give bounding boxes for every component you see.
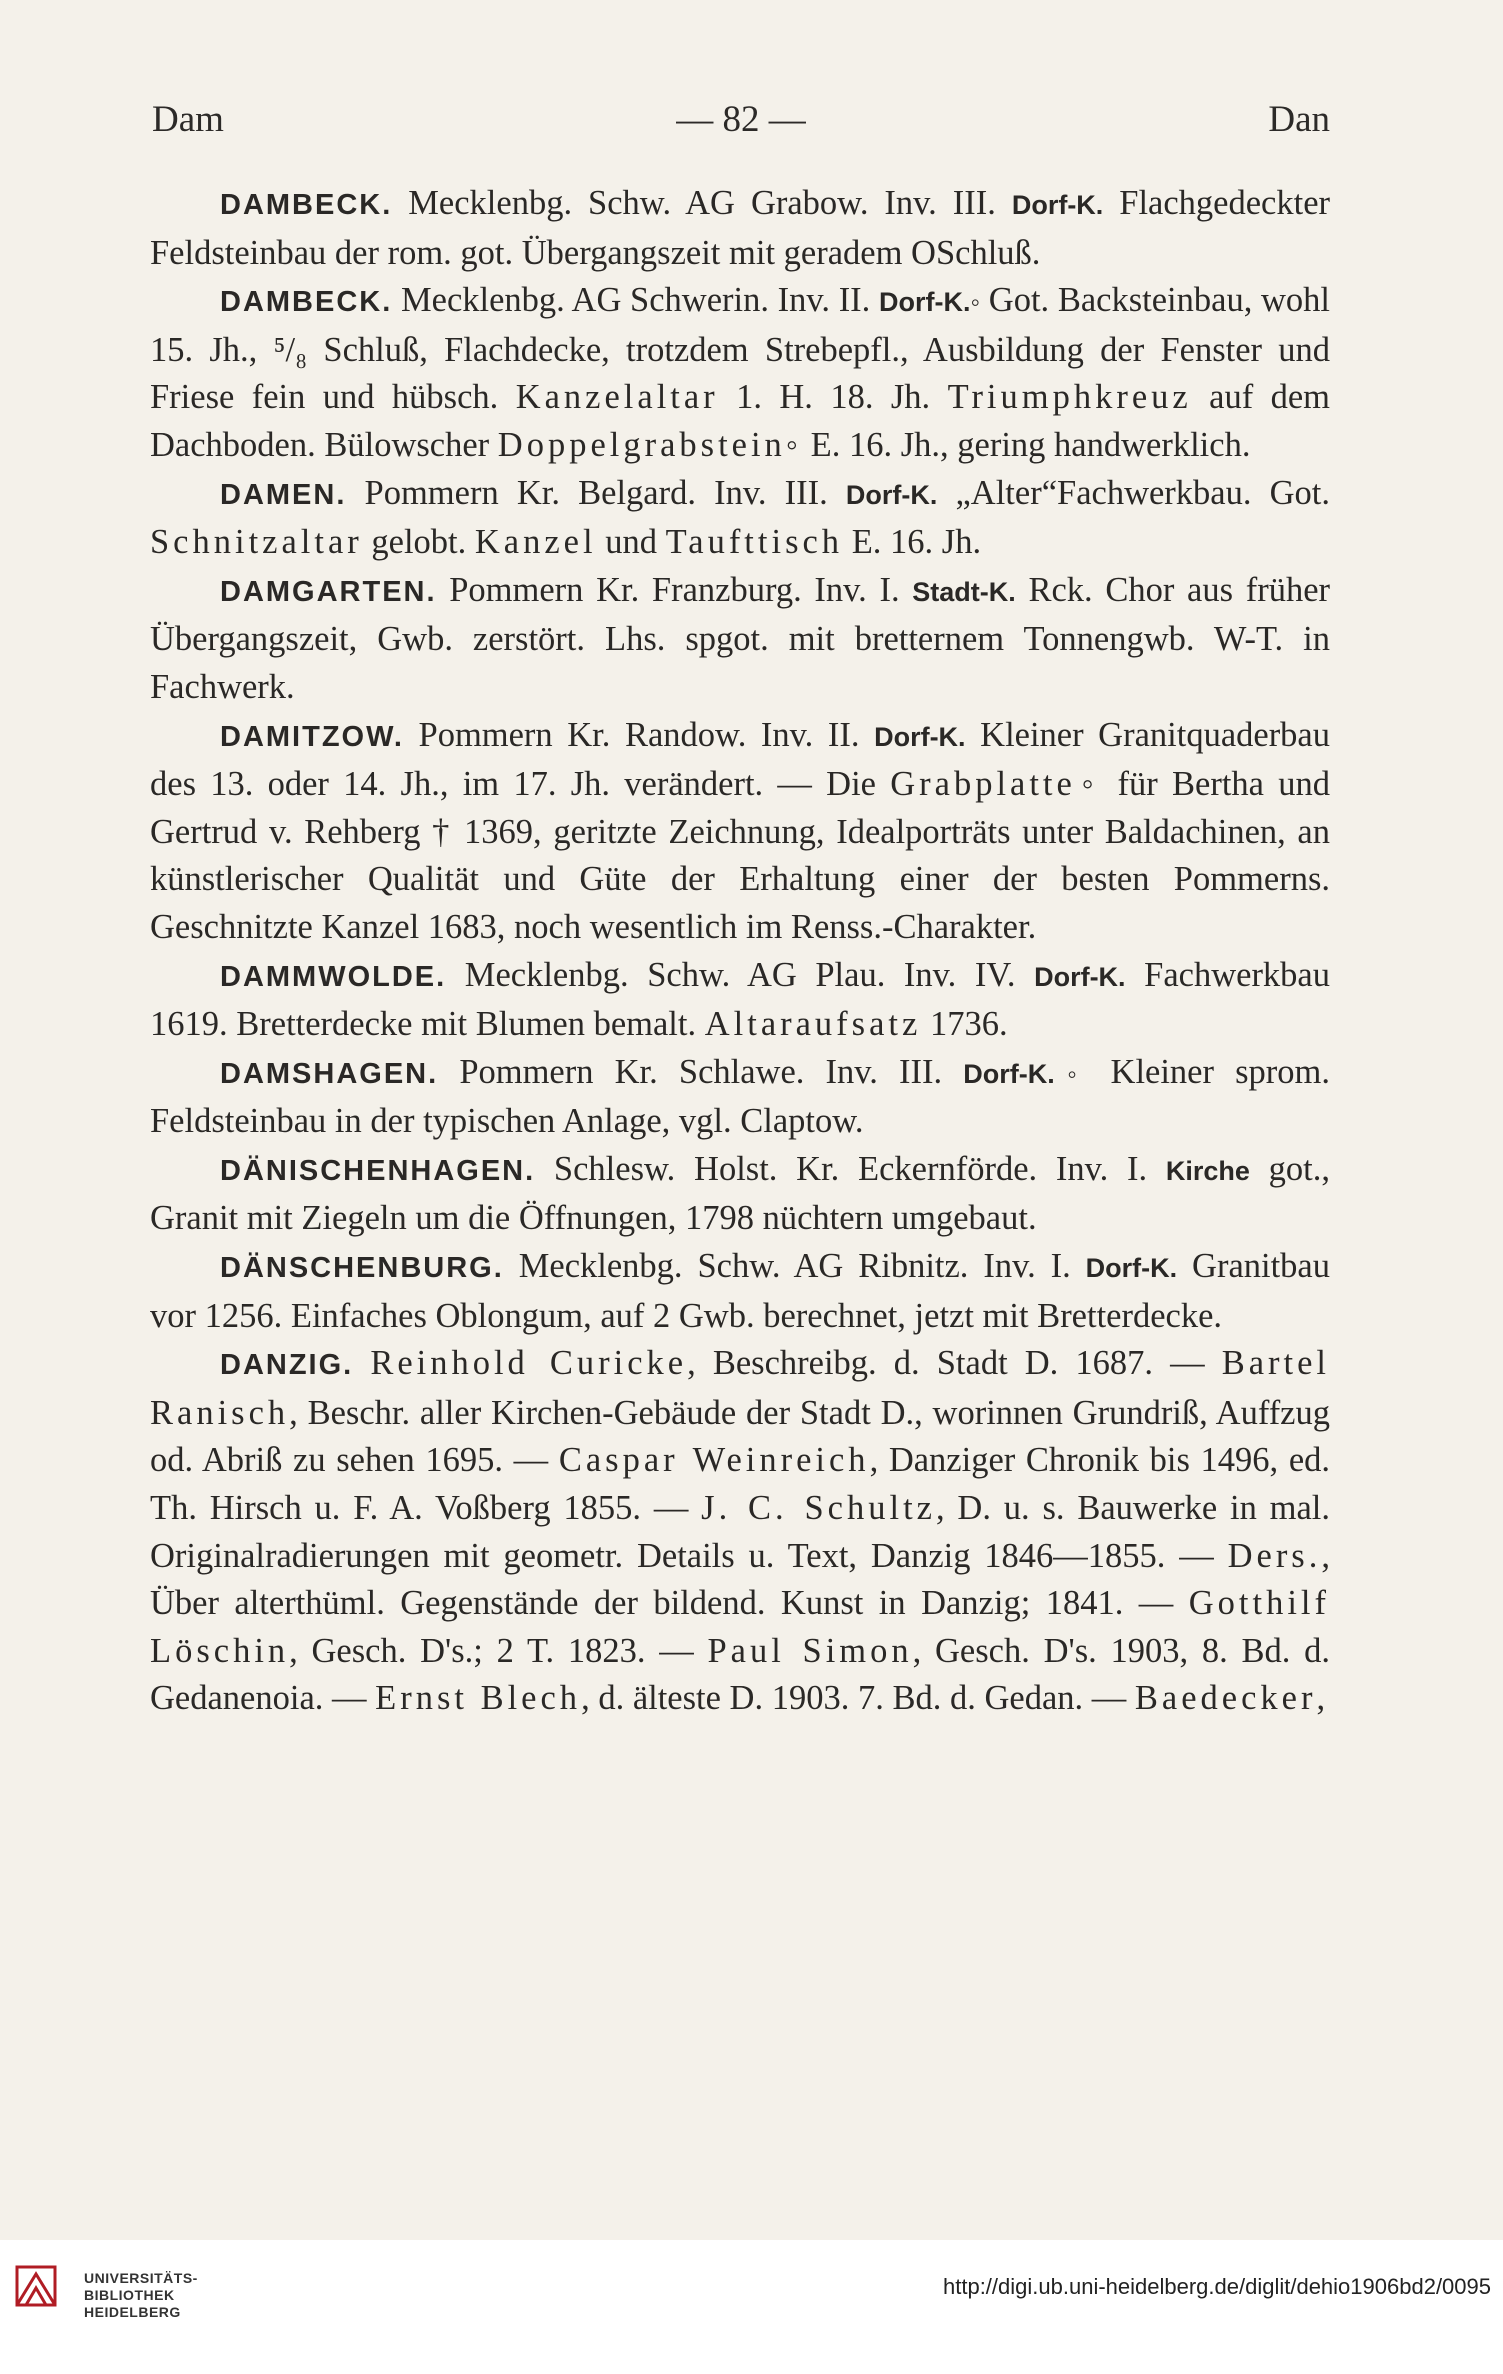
- ub-heidelberg-logo-icon: [14, 2264, 58, 2308]
- entry-fragment: Granitbau vor 1256. Einfaches Oblongum, auf 2 Gwb. berechnet, jetzt mit Bretterdecke.: [150, 1247, 1330, 1335]
- spaced-term: Ders.: [1227, 1536, 1322, 1575]
- entry-fragment: Mecklenbg. AG Schwerin. Inv. II.: [392, 281, 879, 320]
- spaced-term: Ernst Blech: [375, 1679, 582, 1718]
- entry-headword: DAMEN.: [220, 478, 347, 511]
- entry-fragment: Kleiner sprom. Feldsteinbau in der typischen Anlage, vgl. Claptow.: [150, 1052, 1331, 1141]
- entry-fragment: Mecklenbg. Schw. AG Plau. Inv. IV.: [446, 955, 1035, 994]
- entry: [150, 180, 1330, 277]
- entry-fragment: , d. älteste D. 1903. 7. Bd. d. Gedan. —: [581, 1679, 1135, 1718]
- entry-fragment: auf dem Dachboden. Bülowscher: [150, 378, 1330, 464]
- entry-fragment: und: [596, 523, 666, 562]
- spaced-term: Baedecker: [1134, 1679, 1317, 1718]
- entry-fragment: got., Granit mit Ziegeln um die Öffnungen, 1798 nüchtern umgebaut.: [150, 1149, 1330, 1238]
- entry-fragment: Pommern Kr. Randow. Inv. II.: [403, 715, 875, 754]
- spaced-term: Schnitzaltar: [150, 523, 363, 562]
- entry-fragment: ,: [1316, 1679, 1326, 1718]
- entry-fragment: Schlesw. Holst. Kr. Eckernförde. Inv. I.: [535, 1149, 1166, 1188]
- entry-fragment: Pommern Kr. Schlawe. Inv. III.: [438, 1052, 964, 1091]
- entry: [150, 1340, 1330, 1723]
- entry-headword: DAMSHAGEN.: [220, 1057, 439, 1090]
- header-left-catchword: Dam: [152, 99, 224, 140]
- building-label: Dorf-K.: [874, 721, 966, 752]
- entry-fragment: 1. H. 18. Jh.: [718, 378, 948, 417]
- entry-headword: DANZIG.: [220, 1349, 354, 1382]
- building-label: Stadt-K.: [912, 576, 1016, 607]
- spaced-term: Caspar Weinreich: [558, 1441, 870, 1480]
- entry-fragment: , Danziger Chronik bis 1496, ed. Th. Hirsch u. F. A. Voßberg 1855. —: [150, 1441, 1331, 1528]
- library-name: UNIVERSITÄTS- BIBLIOTHEK HEIDELBERG: [84, 2270, 198, 2320]
- building-label: Dorf-K.: [1011, 190, 1104, 220]
- entry-list: [150, 180, 1330, 1723]
- entry-fragment: Flachgedeckter Feldsteinbau der rom. got. Übergangszeit mit geradem OSchluß.: [150, 184, 1331, 272]
- entry-fragment: , Gesch. D's. 1903, 8. Bd. d. Gedanenoia. —: [150, 1631, 1330, 1718]
- spaced-term: J. C. Schultz: [701, 1489, 936, 1528]
- entry-fragment: , Über alterthüml. Gegenstände der bildend. Kunst in Danzig; 1841. —: [150, 1536, 1330, 1623]
- entry-headword: DAMMWOLDE.: [220, 960, 447, 993]
- entry-headword: DÄNISCHENHAGEN.: [220, 1154, 536, 1187]
- source-url-link[interactable]: http://digi.ub.uni-heidelberg.de/diglit/dehio1906bd2/0095: [943, 2274, 1491, 2299]
- entry-fragment: Pommern Kr. Belgard. Inv. III.: [346, 473, 846, 512]
- spaced-term: Altaraufsatz: [704, 1005, 922, 1044]
- entry-fragment: gelobt.: [362, 523, 475, 562]
- header-right-catchword: Dan: [1268, 99, 1330, 140]
- building-label: Dorf-K.: [1085, 1253, 1178, 1284]
- building-label: Dorf-K.◦: [878, 287, 981, 318]
- spaced-term: Taufttisch: [665, 523, 844, 562]
- entry-fragment: Mecklenbg. Schw. AG Grabow. Inv. III.: [392, 184, 1012, 222]
- entry-text: [150, 277, 1330, 469]
- entry-text: [150, 470, 1330, 567]
- building-label: Kirche: [1165, 1155, 1250, 1186]
- spaced-term: Kanzelaltar: [515, 378, 719, 417]
- entry-fragment: Kleiner Granitquaderbau des 13. oder 14. Jh., im 17. Jh. verändert. — Die: [150, 715, 1330, 804]
- entry-headword: DAMBECK.: [220, 189, 393, 221]
- entry-fragment: „Alter“Fachwerkbau. Got.: [937, 473, 1330, 512]
- entry-text: [150, 180, 1330, 277]
- entry-fragment: , Beschreibg. d. Stadt D. 1687. —: [687, 1344, 1222, 1383]
- entry-fragment: für Bertha und Gertrud v. Rehberg † 1369, geritzte Zeichnung, Idealporträts unter Baldachinen, an künstlerischer Qualität und Güte der Erhaltung einer der besten Pommerns. Geschnitzte Kanzel 1683, noch wesentlich im Renss.-Charakter.: [150, 765, 1330, 946]
- spaced-term: Bartel Ranisch: [150, 1344, 1330, 1432]
- entry: [150, 952, 1330, 1049]
- entry-text: [150, 1340, 1330, 1723]
- entry: [150, 1243, 1330, 1340]
- entry-text: [150, 952, 1330, 1049]
- entry-fragment: Got. Backsteinbau, wohl 15. Jh., ⁵/₈ Schluß, Flachdecke, trotzdem Strebepfl., Ausbildung der Fenster und Friese fein und hübsch.: [150, 281, 1330, 417]
- entry: [150, 470, 1330, 567]
- spaced-term: Reinhold Curicke: [370, 1344, 688, 1383]
- page-number: — 82 —: [676, 99, 806, 140]
- entry-fragment: , D. u. s. Bauwerke in mal. Originalradierungen mit geometr. Details u. Text, Danzig 1846—1855. —: [150, 1489, 1331, 1575]
- spaced-term: Triumphkreuz: [947, 378, 1192, 417]
- entry: [150, 1049, 1330, 1146]
- entry-fragment: Pommern Kr. Franzburg. Inv. I.: [436, 570, 913, 609]
- entry-fragment: Rck. Chor aus früher Übergangszeit, Gwb. zerstört. Lhs. spgot. mit bretternem Tonnengwb. W-T. in Fachwerk.: [150, 570, 1330, 706]
- entry-text: [150, 567, 1330, 712]
- entry: [150, 712, 1330, 952]
- spaced-term: Kanzel: [474, 523, 597, 562]
- entry-fragment: Fachwerkbau 1619. Bretterdecke mit Blumen bemalt.: [150, 955, 1330, 1044]
- entry-fragment: E. 16. Jh., gering handwerklich.: [802, 425, 1251, 464]
- spaced-term: Doppelgrabstein◦: [497, 425, 803, 464]
- building-label: Dorf-K.: [1034, 961, 1126, 992]
- entry-fragment: E. 16. Jh.: [843, 523, 982, 562]
- entry-fragment: Mecklenbg. Schw. AG Ribnitz. Inv. I.: [503, 1247, 1086, 1286]
- building-label: Dorf-K.◦: [963, 1058, 1090, 1089]
- building-label: Dorf-K.: [845, 479, 938, 510]
- spaced-term: Paul Simon: [707, 1631, 913, 1670]
- spaced-term: Grabplatte◦: [890, 765, 1104, 804]
- entry: [150, 1146, 1330, 1243]
- footer-bar: [0, 2240, 1503, 2374]
- entry-fragment: [353, 1344, 370, 1382]
- entry-headword: DAMITZOW.: [220, 720, 404, 753]
- entry-text: [150, 1146, 1330, 1243]
- entry-text: [150, 1049, 1330, 1146]
- entry-fragment: , Gesch. D's.; 2 T. 1823. —: [289, 1631, 708, 1670]
- entry-fragment: , Beschr. aller Kirchen-Gebäude der Stadt D., worinnen Grundriß, Auffzug od. Abriß zu sehen 1695. —: [150, 1393, 1330, 1480]
- entry-text: [150, 712, 1330, 952]
- running-header: [152, 98, 1330, 152]
- entry-headword: DAMBECK.: [220, 286, 393, 319]
- spaced-term: Gotthilf Löschin: [150, 1584, 1330, 1670]
- entry-text: [150, 1243, 1330, 1340]
- entry-fragment: 1736.: [921, 1005, 1008, 1044]
- entry: [150, 567, 1330, 712]
- entry-headword: DAMGARTEN.: [220, 575, 437, 608]
- entry: [150, 277, 1330, 469]
- entry-headword: DÄNSCHENBURG.: [220, 1252, 504, 1285]
